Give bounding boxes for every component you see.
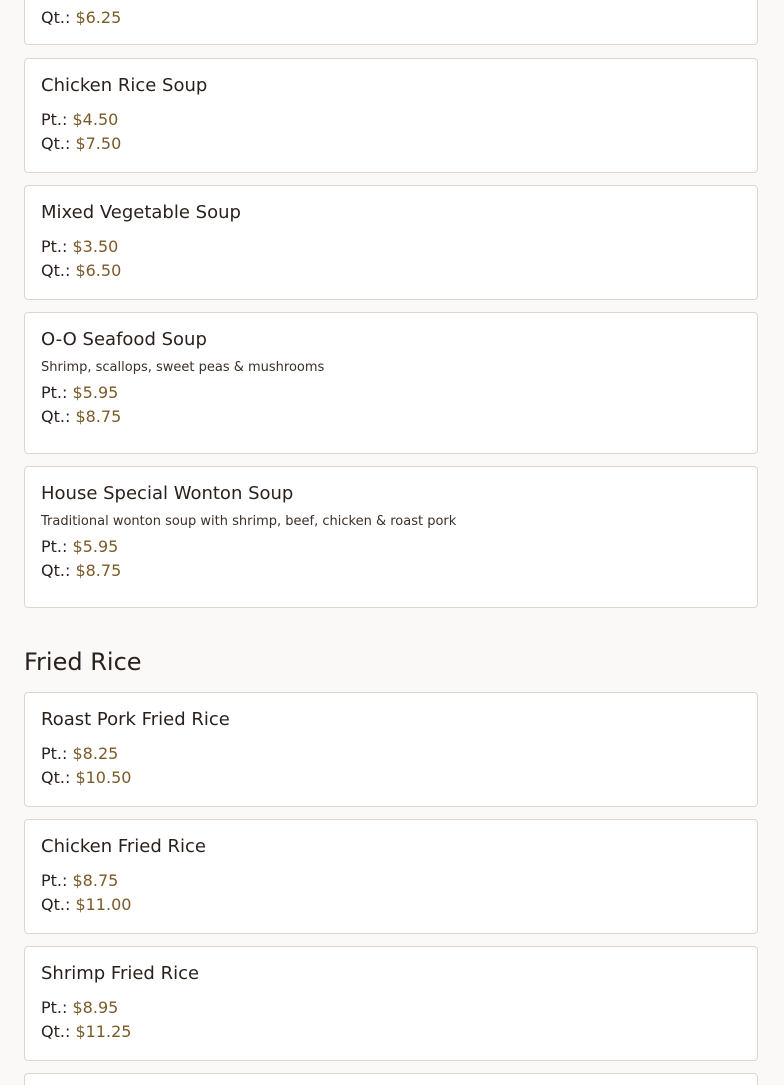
- pint-label: Pt.:: [41, 110, 68, 129]
- menu-item-name: Roast Pork Fried Rice: [41, 709, 230, 730]
- quart-label: Qt.:: [41, 768, 71, 787]
- quart-price: $10.50: [75, 768, 132, 787]
- pint-label: Pt.:: [41, 744, 68, 763]
- menu-item-name: Chicken Rice Soup: [41, 75, 208, 96]
- menu-item-name: House Special Wonton Soup: [41, 483, 294, 504]
- menu-item-card: [24, 58, 758, 173]
- quart-label: Qt.:: [41, 134, 71, 153]
- pint-price-line: [41, 869, 741, 893]
- menu-item-card: [24, 692, 758, 807]
- menu-item-prices: [41, 869, 741, 917]
- menu-item-description: Shrimp, scallops, sweet peas & mushrooms: [41, 360, 325, 375]
- pint-price-line: [41, 235, 741, 259]
- menu-item-name: Chicken Fried Rice: [41, 836, 207, 857]
- pint-price-line: [41, 535, 741, 559]
- pint-price: $8.75: [72, 871, 119, 890]
- pint-price: $5.95: [72, 537, 119, 556]
- menu-item-card: [24, 946, 758, 1061]
- quart-label: Qt.:: [41, 1022, 71, 1041]
- quart-price-line: [41, 1020, 741, 1044]
- quart-price: $6.25: [75, 8, 122, 27]
- quart-label: Qt.:: [41, 895, 71, 914]
- pint-price-line: [41, 996, 741, 1020]
- pint-price: $3.50: [72, 237, 119, 256]
- pint-price: $5.95: [72, 383, 119, 402]
- menu-item-description: Traditional wonton soup with shrimp, beef, chicken & roast pork: [41, 514, 457, 529]
- quart-label: Qt.:: [41, 261, 71, 280]
- quart-label: Qt.:: [41, 8, 71, 27]
- quart-price: $8.75: [75, 407, 122, 426]
- menu-item-card: [24, 819, 758, 934]
- quart-price-line: [41, 893, 741, 917]
- quart-price: $6.50: [75, 261, 122, 280]
- menu-item-name: Mixed Vegetable Soup: [41, 202, 241, 223]
- pint-price: $4.50: [72, 110, 119, 129]
- pint-price: $8.25: [72, 744, 119, 763]
- quart-price-line: [41, 405, 741, 429]
- menu-item-card: [24, 466, 758, 608]
- pint-label: Pt.:: [41, 537, 68, 556]
- quart-price-line: [41, 559, 741, 583]
- menu-item-card: [24, 312, 758, 454]
- menu-item-prices: [41, 742, 741, 790]
- quart-price-line: [41, 259, 741, 283]
- pint-label: Pt.:: [41, 998, 68, 1017]
- quart-label: Qt.:: [41, 407, 71, 426]
- quart-price-line: [41, 6, 121, 30]
- menu-item-card-partial: [24, 1073, 758, 1085]
- quart-price: $11.00: [75, 895, 132, 914]
- menu-item-name: O-O Seafood Soup: [41, 329, 207, 350]
- pint-price-line: [41, 108, 741, 132]
- quart-label: Qt.:: [41, 561, 71, 580]
- quart-price: $8.75: [75, 561, 122, 580]
- quart-price-line: [41, 132, 741, 156]
- menu-item-prices: [41, 235, 741, 283]
- pint-label: Pt.:: [41, 871, 68, 890]
- menu-item-prices: [41, 108, 741, 156]
- section-title-fried-rice: Fried Rice: [24, 648, 142, 676]
- quart-price: $11.25: [75, 1022, 132, 1041]
- pint-price-line: [41, 381, 741, 405]
- pint-price: $8.95: [72, 998, 119, 1017]
- pint-label: Pt.:: [41, 383, 68, 402]
- menu-item-name: Shrimp Fried Rice: [41, 963, 200, 984]
- quart-price: $7.50: [75, 134, 122, 153]
- pint-price-line: [41, 742, 741, 766]
- quart-price-line: [41, 766, 741, 790]
- menu-item-prices: [41, 381, 741, 429]
- menu-item-prices: [41, 535, 741, 583]
- pint-label: Pt.:: [41, 237, 68, 256]
- menu-item-card-partial: [24, 0, 758, 45]
- menu-item-prices: [41, 996, 741, 1044]
- menu-item-card: [24, 185, 758, 300]
